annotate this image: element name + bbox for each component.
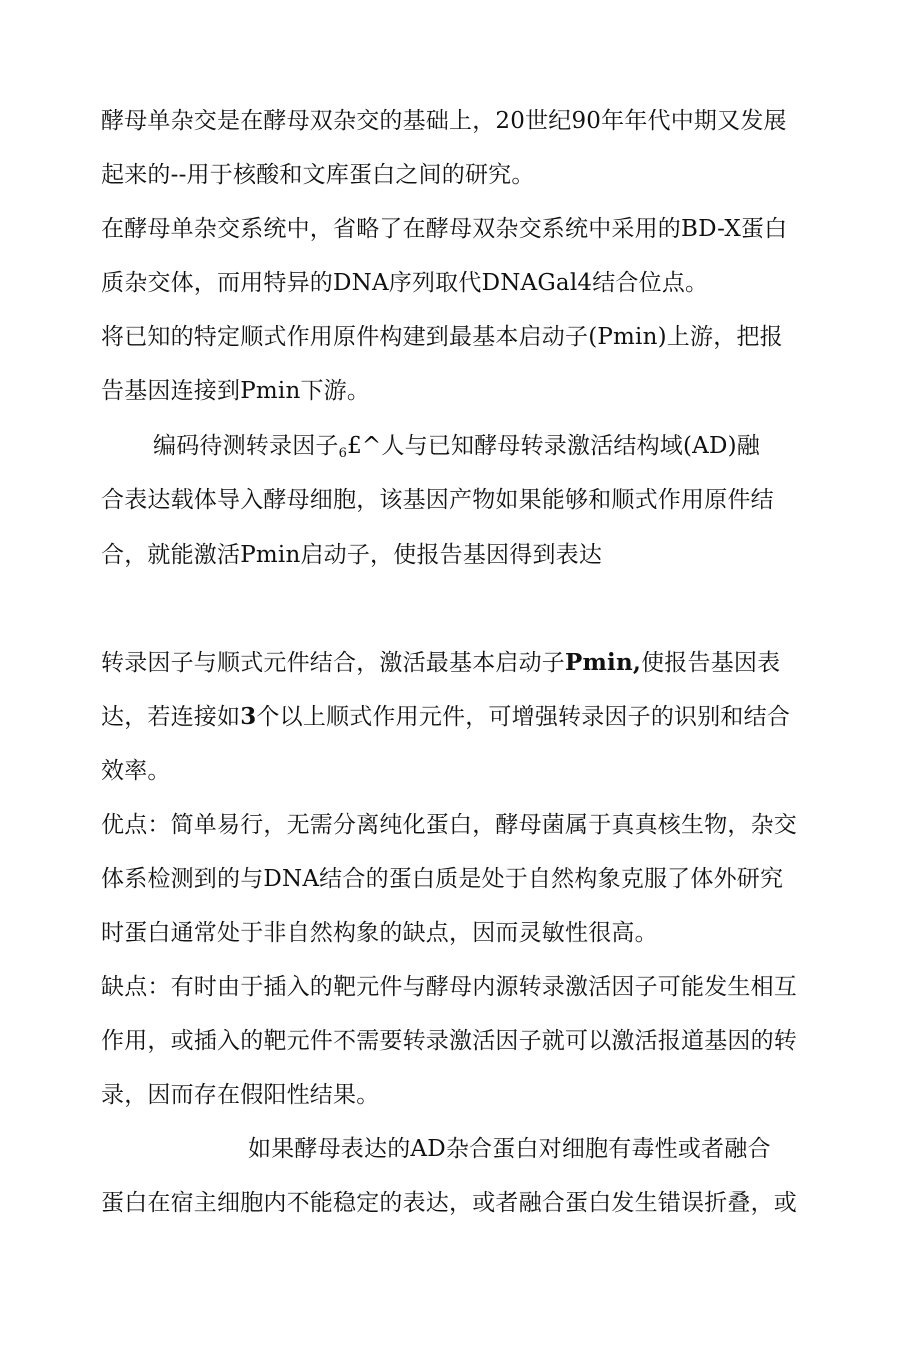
text-line-14: 体系检测到的与DNA结合的蛋白质是处于自然构象克服了体外研究 (101, 866, 784, 892)
text-line-11-before: 达，若连接如 (101, 704, 241, 730)
text-line-18: 录，因而存在假阳性结果。 (101, 1082, 380, 1108)
text-line-11 (101, 702, 790, 732)
text-line-12: 效率。 (101, 758, 171, 784)
text-line-5: 将已知的特定顺式作用原件构建到最基本启动子(Pmin)上游，把报 (101, 324, 783, 350)
text-line-7-subscript: 6 (338, 446, 348, 461)
text-line-7 (153, 431, 760, 469)
text-line-10 (101, 648, 780, 678)
text-line-20: 蛋白在宿主细胞内不能稳定的表达，或者融合蛋白发生错误折叠，或 (101, 1190, 797, 1216)
text-line-17: 作用，或插入的靶元件不需要转录激活因子就可以激活报道基因的转 (101, 1028, 797, 1054)
text-line-19: 如果酵母表达的AD杂合蛋白对细胞有毒性或者融合 (248, 1136, 771, 1162)
text-line-13: 优点：简单易行，无需分离纯化蛋白，酵母菌属于真真核生物，杂交 (101, 812, 797, 838)
text-line-10-before: 转录因子与顺式元件结合，激活最基本启动子 (101, 650, 565, 676)
text-line-16: 缺点：有时由于插入的靶元件与酵母内源转录激活因子可能发生相互 (101, 974, 797, 1000)
text-line-10-bold: Pmin, (565, 649, 642, 676)
text-line-15: 时蛋白通常处于非自然构象的缺点，因而灵敏性很高。 (101, 920, 658, 946)
text-line-7-after: £^人与已知酵母转录激活结构域(AD)融 (347, 433, 760, 459)
text-line-8: 合表达载体导入酵母细胞，该基因产物如果能够和顺式作用原件结 (101, 487, 774, 513)
text-line-4: 质杂交体，而用特异的DNA序列取代DNAGal4结合位点。 (101, 270, 709, 296)
text-line-3: 在酵母单杂交系统中，省略了在酵母双杂交系统中采用的BD-X蛋白 (101, 216, 788, 242)
text-line-2: 起来的--用于核酸和文库蛋白之间的研究。 (101, 162, 535, 188)
text-line-1: 酵母单杂交是在酵母双杂交的基础上，20世纪90年年代中期又发展 (101, 108, 787, 134)
text-line-11-bold: 3 (240, 703, 257, 730)
text-line-9: 合，就能激活Pmin启动子，使报告基因得到表达 (101, 542, 603, 568)
text-line-7-before: 编码待测转录因子 (153, 433, 339, 459)
text-line-6: 告基因连接到Pmin下游。 (101, 378, 371, 404)
text-line-11-after: 个以上顺式作用元件，可增强转录因子的识别和结合 (256, 704, 791, 730)
text-line-10-after: 使报告基因表 (641, 650, 781, 676)
